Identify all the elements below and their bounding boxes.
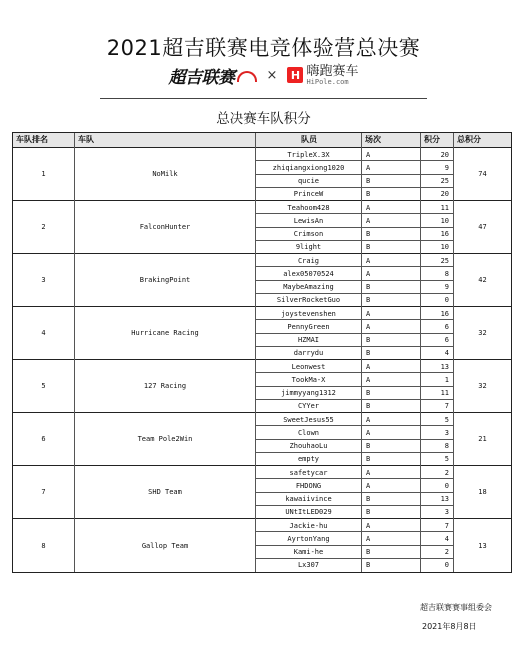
driver-name: Kami-he xyxy=(293,548,324,557)
driver-round: B xyxy=(366,402,371,411)
driver-round: A xyxy=(366,269,371,278)
driver-name: qucie xyxy=(297,177,320,186)
speedometer-icon xyxy=(237,71,257,82)
driver-round: B xyxy=(366,508,371,517)
column-divider xyxy=(361,133,362,572)
team-total: 13 xyxy=(478,541,487,550)
driver-round: A xyxy=(366,521,371,530)
driver-row xyxy=(256,175,453,188)
team-rank: 4 xyxy=(41,329,46,337)
column-divider xyxy=(74,133,75,572)
page-title: 2021超吉联赛电竞体验营总决赛 xyxy=(106,36,421,60)
driver-name: darrydu xyxy=(293,349,324,358)
driver-round: B xyxy=(366,336,371,345)
team-row xyxy=(13,307,511,360)
driver-round: A xyxy=(366,309,371,318)
driver-points: 20 xyxy=(440,190,449,199)
driver-points: 0 xyxy=(444,481,449,490)
organizer-signature: 超吉联赛赛事组委会 xyxy=(420,603,492,612)
driver-name: Teahoom428 xyxy=(287,203,330,212)
driver-row xyxy=(256,440,453,453)
driver-points: 3 xyxy=(444,508,449,517)
driver-round: A xyxy=(366,415,371,424)
driver-row xyxy=(256,426,453,439)
team-name: NoMilk xyxy=(152,170,178,178)
driver-points: 4 xyxy=(444,534,449,543)
driver-round: B xyxy=(366,442,371,451)
driver-name: zhiqiangxiong1020 xyxy=(272,163,345,172)
driver-points: 11 xyxy=(440,389,449,398)
driver-name: Lx307 xyxy=(297,561,320,570)
team-total: 18 xyxy=(478,488,487,496)
driver-name: AyrtonYang xyxy=(287,534,330,543)
driver-round: A xyxy=(366,362,371,371)
footer-date: 2021年8月8日 xyxy=(422,622,477,631)
driver-row xyxy=(256,493,453,506)
hipole-logo-url: HiPole.com xyxy=(306,77,349,86)
team-rank: 6 xyxy=(41,435,46,443)
driver-row xyxy=(256,387,453,400)
driver-points: 25 xyxy=(440,256,449,265)
driver-points: 2 xyxy=(444,468,449,477)
team-name: SHD Team xyxy=(148,488,182,496)
hipole-mark-icon: H xyxy=(287,67,303,83)
team-total: 47 xyxy=(478,223,487,231)
driver-points: 3 xyxy=(444,428,449,437)
driver-name: HZMAI xyxy=(297,336,320,345)
sponsor-logos xyxy=(0,64,527,86)
driver-round: B xyxy=(366,190,371,199)
driver-name: Jackie-hu xyxy=(289,521,328,530)
driver-row xyxy=(256,201,453,214)
driver-row xyxy=(256,546,453,559)
cross-separator: × xyxy=(266,67,278,83)
driver-name: Craig xyxy=(297,256,320,265)
driver-row xyxy=(256,148,453,161)
column-divider xyxy=(420,133,421,572)
driver-row xyxy=(256,254,453,267)
driver-name: Leonwest xyxy=(291,362,326,371)
driver-name: Clown xyxy=(297,428,320,437)
driver-row xyxy=(256,307,453,320)
driver-points: 7 xyxy=(444,402,449,411)
driver-points: 6 xyxy=(444,336,449,345)
team-row xyxy=(13,254,511,307)
team-row xyxy=(13,360,511,413)
driver-row xyxy=(256,413,453,426)
driver-name: safetycar xyxy=(289,468,328,477)
team-name: Hurricane Racing xyxy=(131,329,199,337)
driver-row xyxy=(256,188,453,201)
driver-round: A xyxy=(366,216,371,225)
hipole-logo-text: 嗨跑赛车 xyxy=(306,63,359,79)
driver-points: 6 xyxy=(444,322,449,331)
driver-name: alex05070524 xyxy=(283,269,334,278)
driver-round: B xyxy=(366,243,371,252)
driver-row xyxy=(256,334,453,347)
team-name: Team Pole2Win xyxy=(137,435,193,443)
driver-name: Crimson xyxy=(293,230,324,239)
driver-row xyxy=(256,466,453,479)
driver-name: kawaiivince xyxy=(285,495,332,504)
driver-name: TripleX.3X xyxy=(287,150,330,159)
team-row xyxy=(13,413,511,466)
driver-points: 11 xyxy=(440,203,449,212)
driver-row xyxy=(256,228,453,241)
hipole-logo xyxy=(287,65,358,86)
driver-row xyxy=(256,320,453,333)
driver-name: ZhouhaoLu xyxy=(289,442,328,451)
driver-row xyxy=(256,559,453,572)
column-divider xyxy=(453,133,454,572)
driver-name: CYYer xyxy=(297,402,320,411)
header-points: 积分 xyxy=(424,135,440,144)
driver-points: 10 xyxy=(440,216,449,225)
table-header-row xyxy=(13,133,511,148)
driver-points: 16 xyxy=(440,309,449,318)
driver-round: B xyxy=(366,548,371,557)
driver-name: joystevenshen xyxy=(281,309,336,318)
team-total: 32 xyxy=(478,382,487,390)
driver-name: PrinceW xyxy=(293,190,324,199)
driver-name: SweetJesus55 xyxy=(283,415,334,424)
team-name: BrakingPoint xyxy=(139,276,191,284)
driver-points: 7 xyxy=(444,521,449,530)
header-total: 总积分 xyxy=(457,135,481,144)
driver-points: 4 xyxy=(444,349,449,358)
header-team: 车队 xyxy=(78,135,94,144)
driver-row xyxy=(256,281,453,294)
driver-row xyxy=(256,506,453,519)
driver-points: 5 xyxy=(444,455,449,464)
driver-row xyxy=(256,241,453,254)
header-round: 场次 xyxy=(365,135,381,144)
driver-name: TookMa-X xyxy=(291,375,326,384)
column-divider xyxy=(255,133,256,572)
driver-row xyxy=(256,519,453,532)
header-rank: 车队排名 xyxy=(16,135,48,144)
driver-round: A xyxy=(366,163,371,172)
driver-round: B xyxy=(366,296,371,305)
team-total: 21 xyxy=(478,435,487,443)
driver-points: 8 xyxy=(444,269,449,278)
driver-points: 2 xyxy=(444,548,449,557)
driver-points: 8 xyxy=(444,442,449,451)
team-name: Gallop Team xyxy=(141,541,189,550)
driver-row xyxy=(256,161,453,174)
title-divider xyxy=(100,98,427,99)
team-total: 74 xyxy=(478,170,487,178)
driver-name: UNtItLED029 xyxy=(285,508,332,517)
league-logo-text: 超吉联赛 xyxy=(168,67,235,88)
driver-row xyxy=(256,214,453,227)
header-driver: 队员 xyxy=(301,135,317,144)
driver-name: MaybeAmazing xyxy=(283,283,334,292)
driver-round: A xyxy=(366,481,371,490)
driver-round: A xyxy=(366,428,371,437)
driver-name: jimmyyang1312 xyxy=(281,389,336,398)
driver-points: 20 xyxy=(440,150,449,159)
driver-points: 0 xyxy=(444,561,449,570)
team-row xyxy=(13,148,511,201)
driver-round: B xyxy=(366,283,371,292)
driver-row xyxy=(256,294,453,307)
driver-name: empty xyxy=(297,455,320,464)
driver-points: 9 xyxy=(444,283,449,292)
driver-points: 25 xyxy=(440,177,449,186)
driver-round: A xyxy=(366,322,371,331)
team-rank: 8 xyxy=(41,541,46,550)
driver-round: A xyxy=(366,534,371,543)
driver-name: LewisAn xyxy=(293,216,324,225)
driver-row xyxy=(256,373,453,386)
team-total: 42 xyxy=(478,276,487,284)
driver-row xyxy=(256,347,453,360)
driver-round: B xyxy=(366,230,371,239)
driver-round: B xyxy=(366,177,371,186)
driver-round: A xyxy=(366,375,371,384)
team-row xyxy=(13,519,511,572)
driver-row xyxy=(256,360,453,373)
driver-points: 1 xyxy=(444,375,449,384)
team-row xyxy=(13,466,511,519)
table-title: 总决赛车队积分 xyxy=(216,111,311,127)
team-rank: 5 xyxy=(41,382,46,390)
team-total: 32 xyxy=(478,329,487,337)
driver-row xyxy=(256,453,453,466)
driver-row xyxy=(256,532,453,545)
driver-round: B xyxy=(366,389,371,398)
driver-points: 13 xyxy=(440,362,449,371)
driver-name: FHDONG xyxy=(295,481,322,490)
driver-round: B xyxy=(366,349,371,358)
driver-round: B xyxy=(366,455,371,464)
driver-round: A xyxy=(366,150,371,159)
standings-table xyxy=(12,132,512,573)
team-name: 127 Racing xyxy=(143,382,187,390)
driver-row xyxy=(256,267,453,280)
team-name: FalconHunter xyxy=(139,223,191,231)
driver-name: SilverRocketGuo xyxy=(276,296,341,305)
team-rank: 1 xyxy=(41,170,46,178)
team-rank: 7 xyxy=(41,488,46,496)
team-row xyxy=(13,201,511,254)
driver-round: A xyxy=(366,203,371,212)
driver-round: B xyxy=(366,495,371,504)
league-logo xyxy=(169,63,257,88)
driver-points: 10 xyxy=(440,243,449,252)
driver-name: PennyGreen xyxy=(287,322,330,331)
driver-points: 9 xyxy=(444,163,449,172)
driver-row xyxy=(256,400,453,413)
driver-points: 0 xyxy=(444,296,449,305)
team-rank: 2 xyxy=(41,223,46,231)
driver-points: 13 xyxy=(440,495,449,504)
driver-round: A xyxy=(366,256,371,265)
driver-round: B xyxy=(366,561,371,570)
driver-points: 5 xyxy=(444,415,449,424)
driver-row xyxy=(256,479,453,492)
team-rank: 3 xyxy=(41,276,46,284)
driver-round: A xyxy=(366,468,371,477)
driver-name: 9light xyxy=(295,243,322,252)
driver-points: 16 xyxy=(440,230,449,239)
